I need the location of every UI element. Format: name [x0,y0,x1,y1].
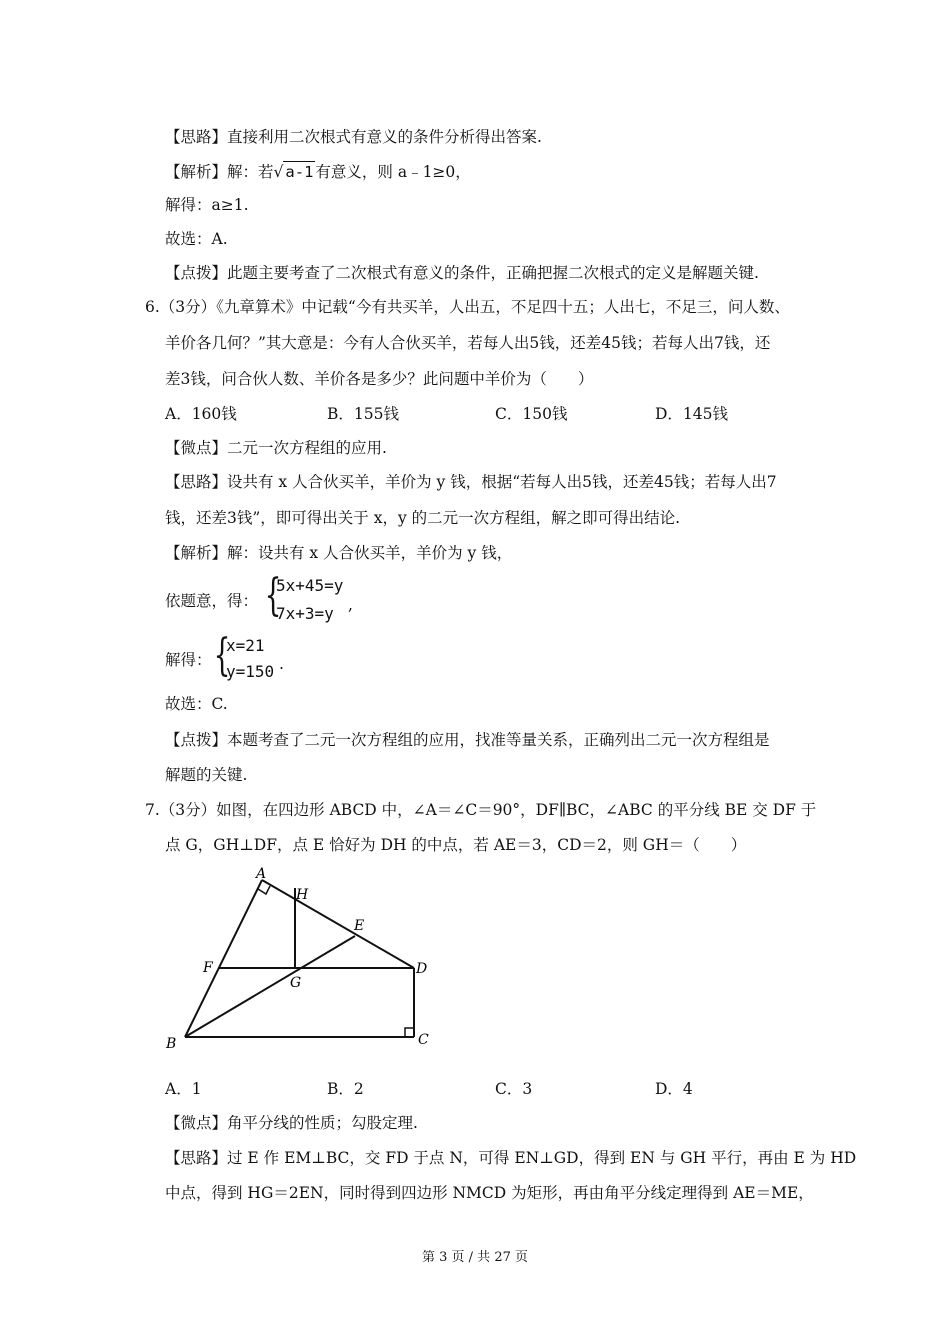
q5-dianbo: 【点拨】此题主要考查了二次根式有意义的条件，正确把握二次根式的定义是解题关键. [165,264,759,282]
q6-stem-1: 6.（3分）《九章算术》中记载“今有共买羊，人出五，不足四十五；人出七，不足三，问人数、 [145,298,790,316]
label-g: G [290,975,302,991]
q7-stem-2: 点 G，GH⊥DF，点 E 恰好为 DH 的中点，若 AE＝3，CD＝2，则 GH＝（ ） [165,836,747,854]
q6-yitiyi: 依题意，得： [165,592,259,610]
sqrt-radicand: a-1 [285,163,314,181]
q6-jiede: 解得： [165,651,212,669]
label-e: E [354,918,365,934]
system1-eq2: 7x+3=y [276,604,334,623]
label-a: A [256,866,267,882]
q7-option-c[interactable]: C．3 [495,1080,533,1098]
system2-eq2: y=150 [226,662,275,681]
q6-silu-1: 【思路】设共有 x 人合伙买羊，羊价为 y 钱，根据“若每人出5钱，还差45钱；若每人出7 [165,473,777,491]
page-footer: 第 3 页 / 共 27 页 [422,1250,528,1265]
q6-jiexi: 【解析】解：设共有 x 人合伙买羊，羊价为 y 钱， [165,544,513,562]
q5-guxuan: 故选：A. [165,230,228,248]
label-c: C [418,1032,429,1048]
q6-silu-2: 钱，还差3钱”，即可得出关于 x，y 的二元一次方程组，解之即可得出结论. [165,509,681,527]
q6-option-b[interactable]: B．155钱 [327,405,399,423]
q6-stem-2: 羊价各几何？”其大意是：今有人合伙买羊，若每人出5钱，还差45钱；若每人出7钱，还 [165,334,771,352]
q6-option-d[interactable]: D．145钱 [655,405,729,423]
brace: { [264,570,282,621]
sqrt-sign: √ [273,163,284,181]
q6-dianbo-1: 【点拨】本题考查了二元一次方程组的应用，找准等量关系，正确列出二元一次方程组是 [165,731,770,749]
system2-eq1: x=21 [226,636,265,655]
jiexi-pre: 【解析】解：若 [165,163,274,181]
label-b: B [166,1036,177,1052]
q7-option-d[interactable]: D．4 [655,1080,693,1098]
q7-option-a[interactable]: A．1 [165,1080,202,1098]
q6-guxuan: 故选：C. [165,695,228,713]
q6-option-a[interactable]: A．160钱 [165,405,237,423]
q7-option-b[interactable]: B．2 [327,1080,364,1098]
q7-silu-2: 中点，得到 HG＝2EN，同时得到四边形 NMCD 为矩形，再由角平分线定理得到 AE＝ME， [165,1184,814,1202]
q6-stem-3: 差3钱，问合伙人数、羊价各是多少？此问题中羊价为（ ） [165,370,594,388]
q6-weidian: 【微点】二元一次方程组的应用. [165,439,387,457]
q6-option-c[interactable]: C．150钱 [495,405,568,423]
q7-weidian: 【微点】角平分线的性质；勾股定理. [165,1114,418,1132]
brace: { [213,630,231,681]
q7-silu-1: 【思路】过 E 作 EM⊥BC，交 FD 于点 N，可得 EN⊥GD，得到 EN 与 GH 平行，再由 E 为 HD [165,1149,857,1167]
system1-eq1: 5x+45=y [276,576,344,595]
label-h: H [296,887,309,903]
label-f: F [203,960,213,976]
q6-dianbo-2: 解题的关键. [165,766,248,784]
label-d: D [416,961,428,977]
q5-silu: 【思路】直接利用二次根式有意义的条件分析得出答案. [165,128,542,146]
q5-jiede: 解得：a≥1. [165,196,249,214]
q7-stem-1: 7.（3分）如图，在四边形 ABCD 中，∠A＝∠C＝90°，DF∥BC，∠ABC 的平分线 BE 交 DF 于 [145,801,817,819]
jiexi-post: 有意义，则 a﹣1≥0， [315,163,471,181]
